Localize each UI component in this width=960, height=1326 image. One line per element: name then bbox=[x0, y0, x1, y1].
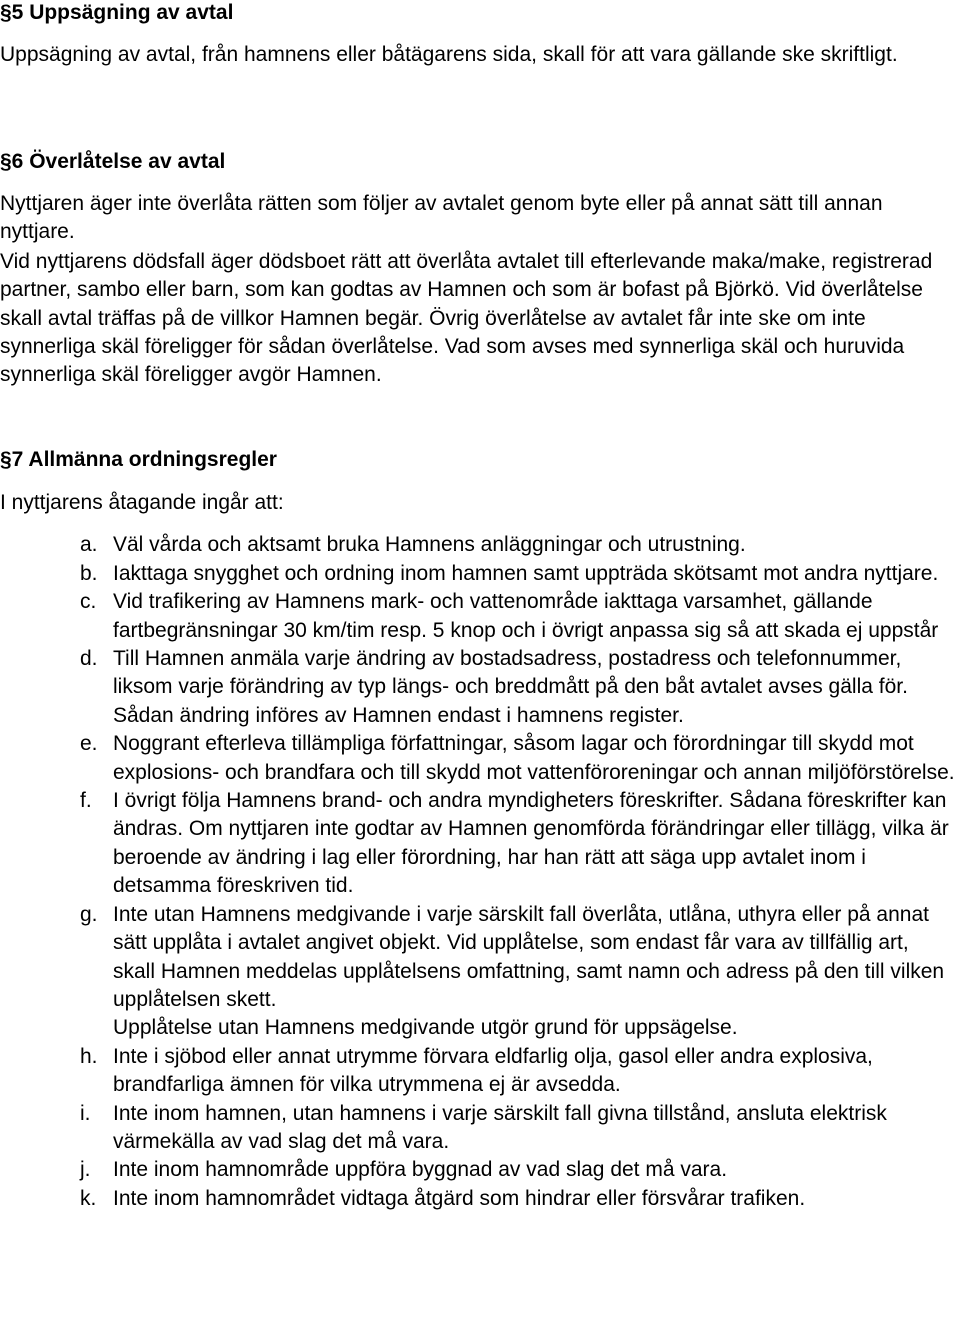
list-item-text: Till Hamnen anmäla varje ändring av bostadsadress, postadress och telefonnummer, liksom varje förändring av typ längs- och breddmått på den båt avtalet avses gälla för. Sådan ändring införes av Hamnen endast i hamnens register. bbox=[113, 647, 908, 727]
list-item-letter: k. bbox=[80, 1186, 97, 1210]
list-item bbox=[0, 531, 955, 559]
list-item-letter: g. bbox=[80, 902, 98, 926]
list-item-text: Inte inom hamnområdet vidtaga åtgärd som hindrar eller försvårar trafiken. bbox=[113, 1186, 806, 1210]
section-6-paragraph-2: Vid nyttjarens dödsfall äger dödsboet rätt att överlåta avtalet till efterlevande maka/make, registrerad partner, sambo eller barn, som kan godtas av Hamnen och som är bofast på Björkö. Vid överlåtelse skall avtal träffas på de villkor Hamnen begär. Övrig överlåtelse av avtalet får inte ske om inte synnerliga skäl föreligger för sådan överlåtelse. Vad som avses med synnerliga skäl och huruvida synnerliga skäl föreligger avgör Hamnen. bbox=[0, 249, 933, 387]
list-item-letter: e. bbox=[80, 732, 98, 756]
list-item bbox=[0, 1043, 955, 1100]
list-item bbox=[0, 645, 955, 730]
list-item-letter: b. bbox=[80, 561, 98, 585]
section-7-intro: I nyttjarens åtagande ingår att: bbox=[0, 491, 284, 514]
list-item bbox=[0, 730, 955, 787]
list-item-text: Vid trafikering av Hamnens mark- och vattenområde iakttaga varsamhet, gällande fartbegränsningar 30 km/tim resp. 5 knop och i övrigt anpassa sig så att skada ej uppstår bbox=[113, 590, 939, 642]
list-item-letter: f. bbox=[80, 789, 92, 813]
list-item bbox=[0, 787, 955, 901]
section-5-heading: §5 Uppsägning av avtal bbox=[0, 1, 234, 24]
list-item bbox=[0, 588, 955, 645]
rules-list bbox=[0, 531, 955, 1213]
list-item-text: Inte i sjöbod eller annat utrymme förvara eldfarlig olja, gasol eller andra explosiva, brandfarliga ämnen för vilka utrymmena ej är avsedda. bbox=[113, 1044, 873, 1097]
section-5 bbox=[0, 0, 955, 69]
section-6 bbox=[0, 148, 955, 390]
list-item-letter: a. bbox=[80, 533, 98, 557]
section-5-paragraph: Uppsägning av avtal, från hamnens eller båtägarens sida, skall för att vara gällande ske skriftligt. bbox=[0, 43, 898, 66]
list-item-text: Iakttaga snygghet och ordning inom hamnen samt uppträda skötsamt mot andra nyttjare. bbox=[113, 561, 939, 585]
list-item-text: Noggrant efterleva tillämpliga författningar, såsom lagar och förordningar till skydd mot explosions- och brandfara och till skydd mot vattenföroreningar och annan miljöförstörelse. bbox=[113, 732, 955, 784]
list-item-text: Inte inom hamnområde uppföra byggnad av vad slag det må vara. bbox=[113, 1158, 728, 1182]
list-item-text: I övrigt följa Hamnens brand- och andra myndigheters föreskrifter. Sådana föreskrifter kan ändras. Om nyttjaren inte godtar av Hamnen genomförda förändringar eller tillägg, vilka är beroende av ändring i lag eller förordning, har han rätt att säga upp avtalet inom i detsamma föreskriven tid. bbox=[113, 789, 949, 898]
list-item-letter: i. bbox=[80, 1101, 91, 1125]
list-item-text: Väl vårda och aktsamt bruka Hamnens anläggningar och utrustning. bbox=[113, 533, 746, 557]
list-item-text: Inte inom hamnen, utan hamnens i varje särskilt fall givna tillstånd, ansluta elektrisk värmekälla av vad slag det må vara. bbox=[113, 1101, 887, 1153]
list-item bbox=[0, 560, 955, 588]
list-item-letter: c. bbox=[80, 590, 97, 614]
list-item bbox=[0, 901, 955, 1043]
list-item-extra-text: Upplåtelse utan Hamnens medgivande utgör grund för uppsägelse. bbox=[113, 1016, 738, 1040]
list-item-letter: h. bbox=[80, 1044, 98, 1068]
list-item-text: Inte utan Hamnens medgivande i varje särskilt fall överlåta, utlåna, uthyra eller på annat sätt upplåta i avtalet angivet objekt. Vid upplåtelse, som endast får vara av tillfällig art, skall Hamnen meddelas upplåtelsens omfattning, samt namn och adress på den till vilken upplåtelsen skett. bbox=[113, 902, 945, 1011]
list-item bbox=[0, 1156, 955, 1184]
list-item bbox=[0, 1100, 955, 1157]
list-item-letter: j. bbox=[80, 1158, 91, 1182]
list-item-letter: d. bbox=[80, 647, 98, 671]
section-6-paragraph-1: Nyttjaren äger inte överlåta rätten som följer av avtalet genom byte eller på annat sätt till annan nyttjare. bbox=[0, 192, 883, 244]
section-6-heading: §6 Överlåtelse av avtal bbox=[0, 150, 226, 173]
section-7 bbox=[0, 446, 955, 1213]
section-7-heading: §7 Allmänna ordningsregler bbox=[0, 448, 277, 471]
list-item bbox=[0, 1185, 955, 1213]
